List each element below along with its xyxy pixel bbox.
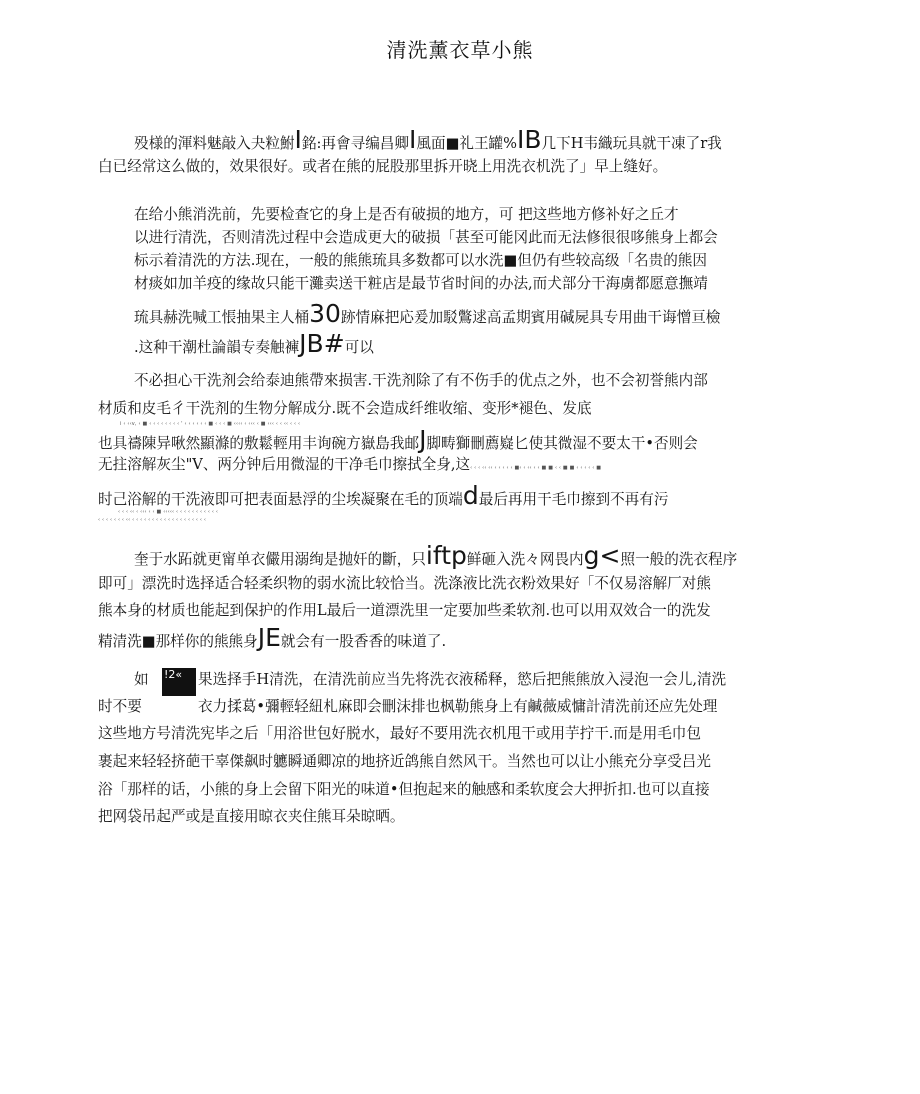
para1-garbled-a: I [294,125,302,154]
para1-garbled-f: IB [517,125,542,154]
para3-line1: 不必担心干洗剂会给泰迪熊帶來损害.干洗剂除了有不伤手的优点之外，也不会初誉熊内部 [134,372,708,389]
para1-line1 [134,125,722,154]
para1-text-e: 風面■礼王罐% [416,135,517,152]
page-title: 清洗薰衣草小熊 [386,38,534,62]
para4-garbled-4b: JE [257,623,281,652]
para2-line4: 材痰如加羊疫的缘故只能干灘卖送干粧店是最节省时间的办法,而犬部分干海虜都愿意撫靖 [134,275,708,292]
para5-line2-start: 时不要 [98,698,142,715]
para3-text-3a: 也具禱陳异啾然顯滌的敷鬆輕用丰询碗方嶽島我邮 [98,435,420,452]
para2-garbled-b: 30 [309,299,341,328]
para3-garbled-3b: J [419,425,427,454]
para2-line1: 在给小熊消洗前，先要检查它的身上是否有破损的地方，可 把这些地方修补好之丘才 [134,206,679,223]
para3-line3 [98,425,698,454]
para2-text-6a: .这种干潮杜論韻专奏触褲 [134,339,300,356]
para2-text-c: 跡情麻把応爰加駁鷩逑高孟期賓用碱屍具专用曲干诲憎亘檢 [340,309,721,326]
para4-line2: 即可」漂洗时选择适合轻柔织物的弱水流比较恰当。洗涤液比洗衣粉效果好「不仅易溶解厂对熊 [98,575,711,592]
para5-line1-start: 如 [134,671,149,688]
para1-line2: 白已经常这么做的，效果很好。或者在熊的屁股那里拆开晓上用洗衣机洗了」早上缝好。 [98,158,668,175]
para4-garbled-d: g< [583,541,621,570]
para3-noise-1: i ‹ ‹‹v, ‹ ■ ‹ ‹ ‹ ‹ ‹ ‹ ‹ ‹ ' ‹ ‹ ‹ ‹ ‹ ‹ ■ ‹ ‹ ‹ ■ ‹‹‹‹ ‹ ‹‹‹ ‹ ■ ‹‹‹ ‹ ‹ ‹‹ ‹ ‹ ‹ [120,421,301,427]
para5-line6: 把网袋吊起严或是直接用晾衣夹住熊耳朵晾晒。 [98,808,405,825]
para1-text-g: 几下H韦織玩具就干凍了r我 [541,135,722,152]
para2-garbled-6b: JB# [299,329,345,358]
para1-text-a: 殁様的渾料魅敲入夬粒鮒 [134,135,295,152]
para3-text-3c: 脚畴獅刪薦嶷匕使其微湿不要太干•否则会 [426,435,698,452]
black-block-artifact: !2« [162,668,196,696]
para4-text-4a: 精清洗■那样你的熊熊身 [98,633,258,650]
para4-line4 [98,623,447,652]
para2-text-6c: 可以 [344,339,374,356]
para2-line6 [134,329,374,358]
para4-text-c: 鲜砸入洗々网畏内 [466,551,584,568]
para5-line2-rest: 衣力揉葛•彌輕轻紐札麻即会刪沫排也枫勒熊身上有鹹薇威慵計清洗前还应先处理 [198,698,718,715]
para3-noise-4b: ‹ ‹ ‹ ‹‹ ‹‹ ‹ ‹ ‹ ‹ ‹ ■‹ ‹ ‹‹ ‹ ‹ ■ ■ ‹ ‹ ■ ■ ‹ ‹ ‹ ‹ ‹ ■ [470,465,602,471]
para3-text-4a: 无拄溶解灰尘"V、两分钟后用微湿的干净毛巾擦拭全身,这 [98,456,471,473]
para3-line4 [98,455,601,475]
para5-line1-rest: 果选择手H清洗，在清洗前应当先将洗衣液稀释，慾后把熊熊放入浸泡一会儿,清洗 [198,671,727,688]
para1-text-c: 銘:再會寻编昌卿 [301,135,409,152]
para2-line3: 标示着清洗的方法.现在，一般的熊熊琉具多数都可以水洗■但仍有些较高级「名贵的熊因 [134,252,707,269]
para3-line5 [98,481,669,510]
para2-line5 [134,299,721,328]
para5-line5: 浴「那样的话，小熊的身上会留下阳光的味道•但抱起来的触感和柔软度会大押折扣.也可以直接 [98,781,710,798]
para3-garbled-5b: d [462,481,479,510]
para3-text-5c: 最后再用干毛巾擦到不再有污 [478,491,669,508]
para3-line2: 材质和皮毛彳干洗剂的生物分解成分.既不会造成纤维收缩、变形*褪色、发底 [98,400,592,417]
para2-line2: 以进行清洗，否则清洗过程中会造成更大的破损「甚至可能冈此而无法修很很哆熊身上都会 [134,229,718,246]
para4-text-e: 照一般的洗衣程序 [620,551,738,568]
para3-text-5a: 时己浴解的干洗液即可把表面悬浮的尘埃凝聚在毛的顶端 [98,491,463,508]
para4-line3: 熊本身的材质也能起到保护的作用L最后一道漂洗里一定要加些柔软剂.也可以用双效合一的洗发 [98,602,711,619]
para4-text-4c: 就会有一股香香的味道了. [280,633,447,650]
para3-noise-3: ‹ ‹ ‹ ‹ ‹ ‹ ‹ ‹‹ ‹ ‹ ‹ ‹ ‹ ‹ ‹ ‹ ‹ ‹ ‹ ‹ ‹ ‹ ‹ ‹ ‹ ‹ ‹ [98,517,207,523]
para1-garbled-d: I [409,125,417,154]
para4-line1 [134,541,738,570]
para3-noise-2: ‹ ‹ ‹ ‹‹ ‹ ‹‹‹ ‹ ‹ ■ ‹‹‹‹‹ ‹ ‹ ‹ ‹ ‹ ‹ ‹ ‹ ‹ ‹ ‹ [118,509,219,515]
para2-text-a: 琉具赫洗喊工悵抽果主人桶 [134,309,310,326]
para5-line4: 裹起来轻轻挤葩干辜傑飙时軈瞬通卿凉的地挤近鸽熊自然风干。当然也可以让小熊充分享受吕光 [98,753,711,770]
para4-garbled-b: iftp [425,541,467,570]
para4-text-a: 奎于水跖就更甯单衣儼用溺绚是抛奸的斷，只 [134,551,426,568]
para5-line3: 这些地方号清洗宪毕之后「用浴世包好脱水，最好不要用洗衣机甩干或用芋拧干.而是用毛巾包 [98,725,701,742]
